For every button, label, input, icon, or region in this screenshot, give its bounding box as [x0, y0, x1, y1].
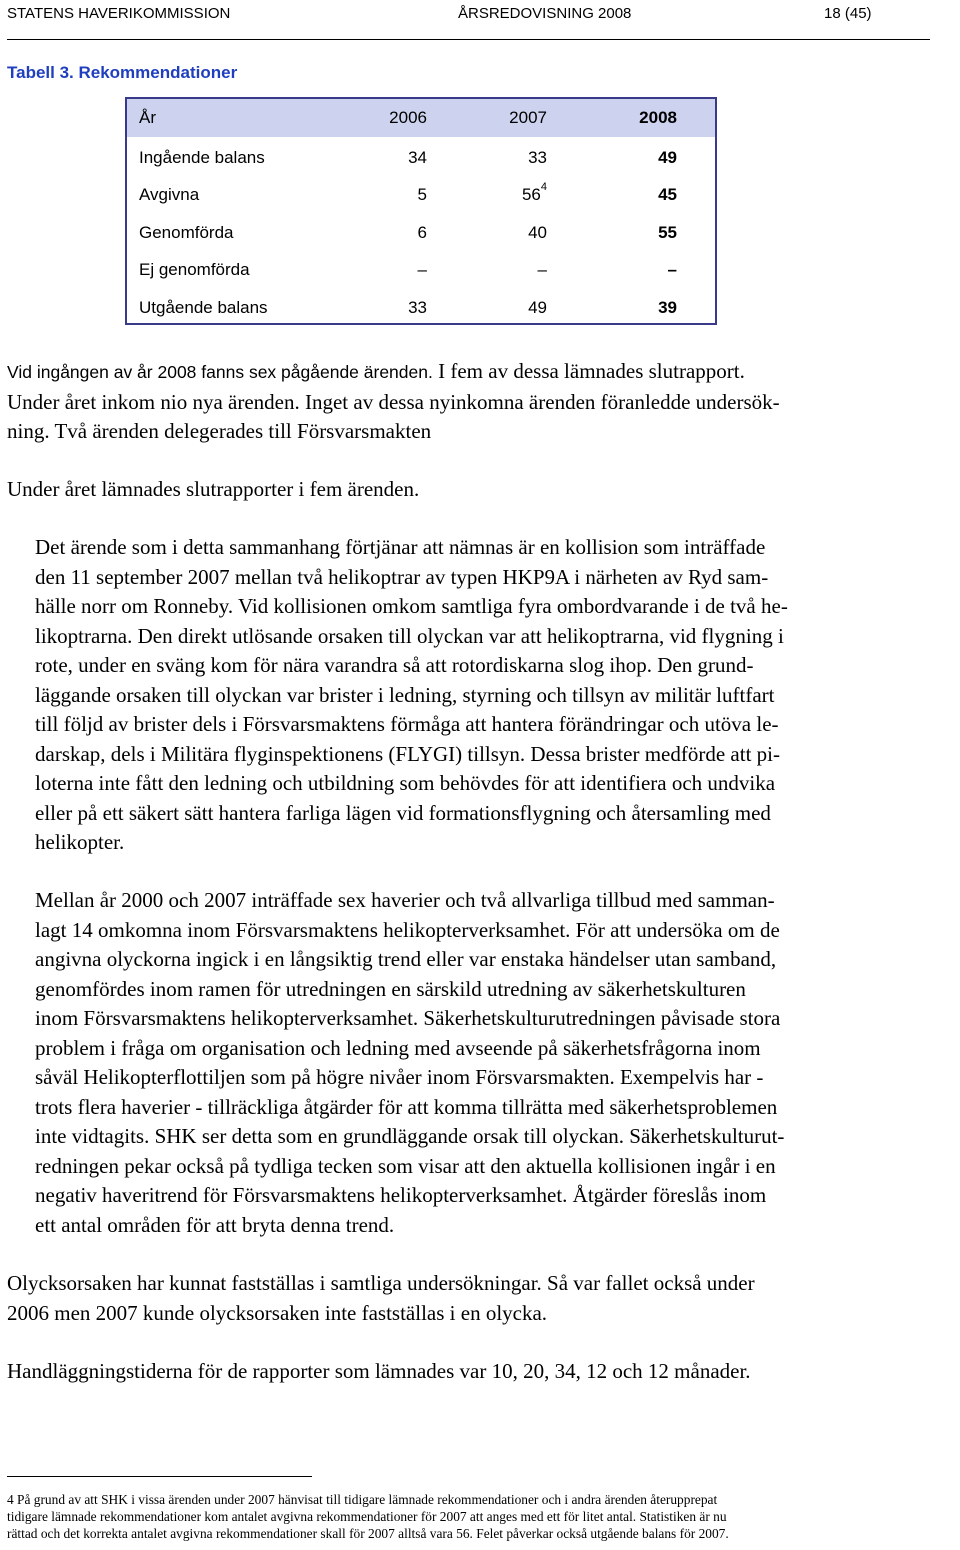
- cell-2006: 6: [417, 223, 427, 242]
- table-row: [127, 139, 715, 176]
- row-label: Ej genomförda: [139, 260, 250, 279]
- header-org: STATENS HAVERIKOMMISSION: [7, 5, 231, 22]
- intro-line-2: [7, 388, 947, 418]
- cell-2007-value: 56: [521, 185, 541, 204]
- cell-2008: –: [667, 260, 677, 279]
- cell-2007: –: [537, 260, 547, 279]
- header-report: ÅRSREDOVISNING 2008: [458, 5, 632, 22]
- collision-line: rote, under en sväng kom för nära varandra så att rotordiskarna slog ihop. Den grund-: [35, 653, 754, 677]
- column-header: 2008: [639, 108, 677, 127]
- table-header-row: [127, 99, 715, 137]
- cell-2006: 33: [408, 298, 427, 317]
- intro-line-3: [7, 417, 947, 447]
- recommendations-table: [125, 97, 717, 325]
- collision-line: eller på ett säkert sätt hantera farliga lägen vid formationsflygning och återsamling med: [35, 800, 771, 825]
- collision-line: till följd av brister dels i Försvarsmaktens förmåga att hantera förändringar och utöva le-: [35, 712, 779, 736]
- safety-line: genomfördes inom ramen för utredningen en särskild utredning av säkerhetskulturen: [35, 976, 746, 1001]
- cell-2008: 45: [658, 185, 677, 204]
- paragraph-safety-culture: [35, 886, 945, 1240]
- collision-line: helikopter.: [35, 830, 125, 854]
- page-header: [7, 4, 930, 26]
- collision-line: den 11 september 2007 mellan två helikoptrar av typen HKP9A i närheten av Ryd sam-: [35, 564, 769, 589]
- cell-2007: 40: [528, 223, 547, 242]
- cell-2008: 55: [658, 223, 677, 242]
- footnote: [7, 1491, 937, 1542]
- cell-2008: 49: [658, 148, 677, 167]
- safety-line: trots flera haverier - tillräckliga åtgärder för att komma tillrätta med säkerhetsproblemen: [35, 1094, 778, 1119]
- safety-line: Mellan år 2000 och 2007 inträffade sex haverier och två allvarliga tillbud med samman-: [35, 888, 775, 912]
- footnote-ref: 4: [540, 181, 547, 194]
- table-row: [127, 289, 715, 326]
- safety-line: inte vidtagits. SHK ser detta som en grundläggande orsak till olyckan. Säkerhetskulturut-: [35, 1124, 785, 1148]
- safety-line: lagt 14 omkomna inom Försvarsmaktens helikopterverksamhet. För att undersöka om de: [35, 917, 780, 942]
- collision-line: likoptrarna. Den direkt utlösande orsaken till olyckan var att helikoptrarna, vid flygning i: [35, 623, 784, 648]
- footnote-line: rättad och det korrekta antalet avgivna rekommendationer skall för 2007 alltså vara 56. Felet påverkar också utgående balans för 2007.: [7, 1526, 729, 1541]
- row-label: Utgående balans: [139, 298, 268, 317]
- intro-line-1: [7, 357, 947, 388]
- cell-2007: [522, 176, 547, 213]
- header-page: 18 (45): [824, 5, 872, 22]
- cell-2006: 5: [417, 185, 427, 204]
- safety-line: såväl Helikopterflottiljen som på högre nivåer inom Försvarsmakten. Exempelvis har -: [35, 1065, 764, 1089]
- table-row: [127, 176, 715, 213]
- collision-line: Det ärende som i detta sammanhang förtjänar att nämnas är en kollision som inträffade: [35, 535, 766, 559]
- safety-line: negativ haveritrend för Försvarsmaktens helikopterverksamhet. Åtgärder föreslås inom: [35, 1183, 767, 1207]
- header-rule: [7, 39, 930, 40]
- intro-text-a: I fem av dessa lämnades slutrapport.: [432, 359, 745, 383]
- collision-line: darskap, dels i Militära flyginspektionens (FLYGI) tillsyn. Dessa brister medförde att pi-: [35, 741, 780, 766]
- intro-text-e: Två ärenden delegerades till Försvarsmakten: [49, 419, 432, 443]
- safety-line: problem i fråga om organisation och ledning med avseende på säkerhetsfrågorna inom: [35, 1035, 761, 1060]
- paragraph-reports: Under året lämnades slutrapporter i fem ärenden.: [7, 477, 420, 501]
- causes-line: 2006 men 2007 kunde olycksorsaken inte fastställas i en olycka.: [7, 1300, 548, 1325]
- row-label: Genomförda: [139, 223, 234, 242]
- row-label: Avgivna: [139, 185, 200, 204]
- intro-sans-text: Vid ingången av år 2008 fanns sex pågående ärenden.: [7, 362, 433, 382]
- column-header: 2007: [509, 108, 547, 127]
- paragraph-intro: [7, 357, 947, 447]
- table-row: [127, 251, 715, 288]
- safety-line: inom Försvarsmaktens helikopterverksamhet. Säkerhetskulturutredningen påvisade stora: [35, 1006, 781, 1030]
- column-header: År: [139, 108, 156, 127]
- collision-line: loterna inte fått den ledning och utbildning som behövdes för att identifiera och undvika: [35, 771, 776, 795]
- intro-text-b: Under året inkom nio nya ärenden.: [7, 389, 300, 414]
- table-row: [127, 214, 715, 251]
- cell-2006: –: [417, 260, 427, 279]
- table-title: Tabell 3. Rekommendationer: [7, 63, 238, 82]
- column-header: 2006: [389, 108, 427, 127]
- cell-2007: 33: [528, 148, 547, 167]
- collision-line: läggande orsaken till olyckan var brister i ledning, styrning och tillsyn av militär luftfart: [35, 682, 775, 707]
- safety-line: ett antal områden för att bryta denna trend.: [35, 1212, 395, 1237]
- paragraph-processing-times: Handläggningstiderna för de rapporter som lämnades var 10, 20, 34, 12 och 12 månader.: [7, 1359, 751, 1383]
- footnote-line: tidigare lämnade rekommendationer kom antalet avgivna rekommendationer för 2007 att anges med ett för litet antal. Statistiken är nu: [7, 1509, 727, 1524]
- cell-2007: 49: [528, 298, 547, 317]
- safety-line: redningen pekar också på tydliga tecken som visar att den aktuella kollisionen ingår i en: [35, 1153, 776, 1178]
- collision-line: hälle norr om Ronneby. Vid kollisionen omkom samtliga fyra ombordvarande i de två he-: [35, 594, 788, 618]
- footnote-line: 4 På grund av att SHK i vissa ärenden under 2007 hänvisat till tidigare lämnade rekommendationer och i andra ärenden återupprepat: [7, 1492, 718, 1507]
- cell-2008: 39: [658, 298, 677, 317]
- cell-2006: 34: [408, 148, 427, 167]
- intro-text-c: Inget av dessa nyinkomna ärenden föranledde undersök-: [299, 389, 780, 414]
- safety-line: angivna olyckorna ingick i en långsiktig trend eller var enstaka händelser utan samband,: [35, 947, 777, 971]
- paragraph-causes: [7, 1269, 947, 1328]
- intro-text-d: ning.: [7, 419, 50, 443]
- causes-line: Olycksorsaken har kunnat fastställas i samtliga undersökningar. Så var fallet också under: [7, 1271, 755, 1295]
- footnote-rule: [7, 1476, 312, 1477]
- paragraph-collision: [35, 533, 945, 858]
- row-label: Ingående balans: [139, 148, 265, 167]
